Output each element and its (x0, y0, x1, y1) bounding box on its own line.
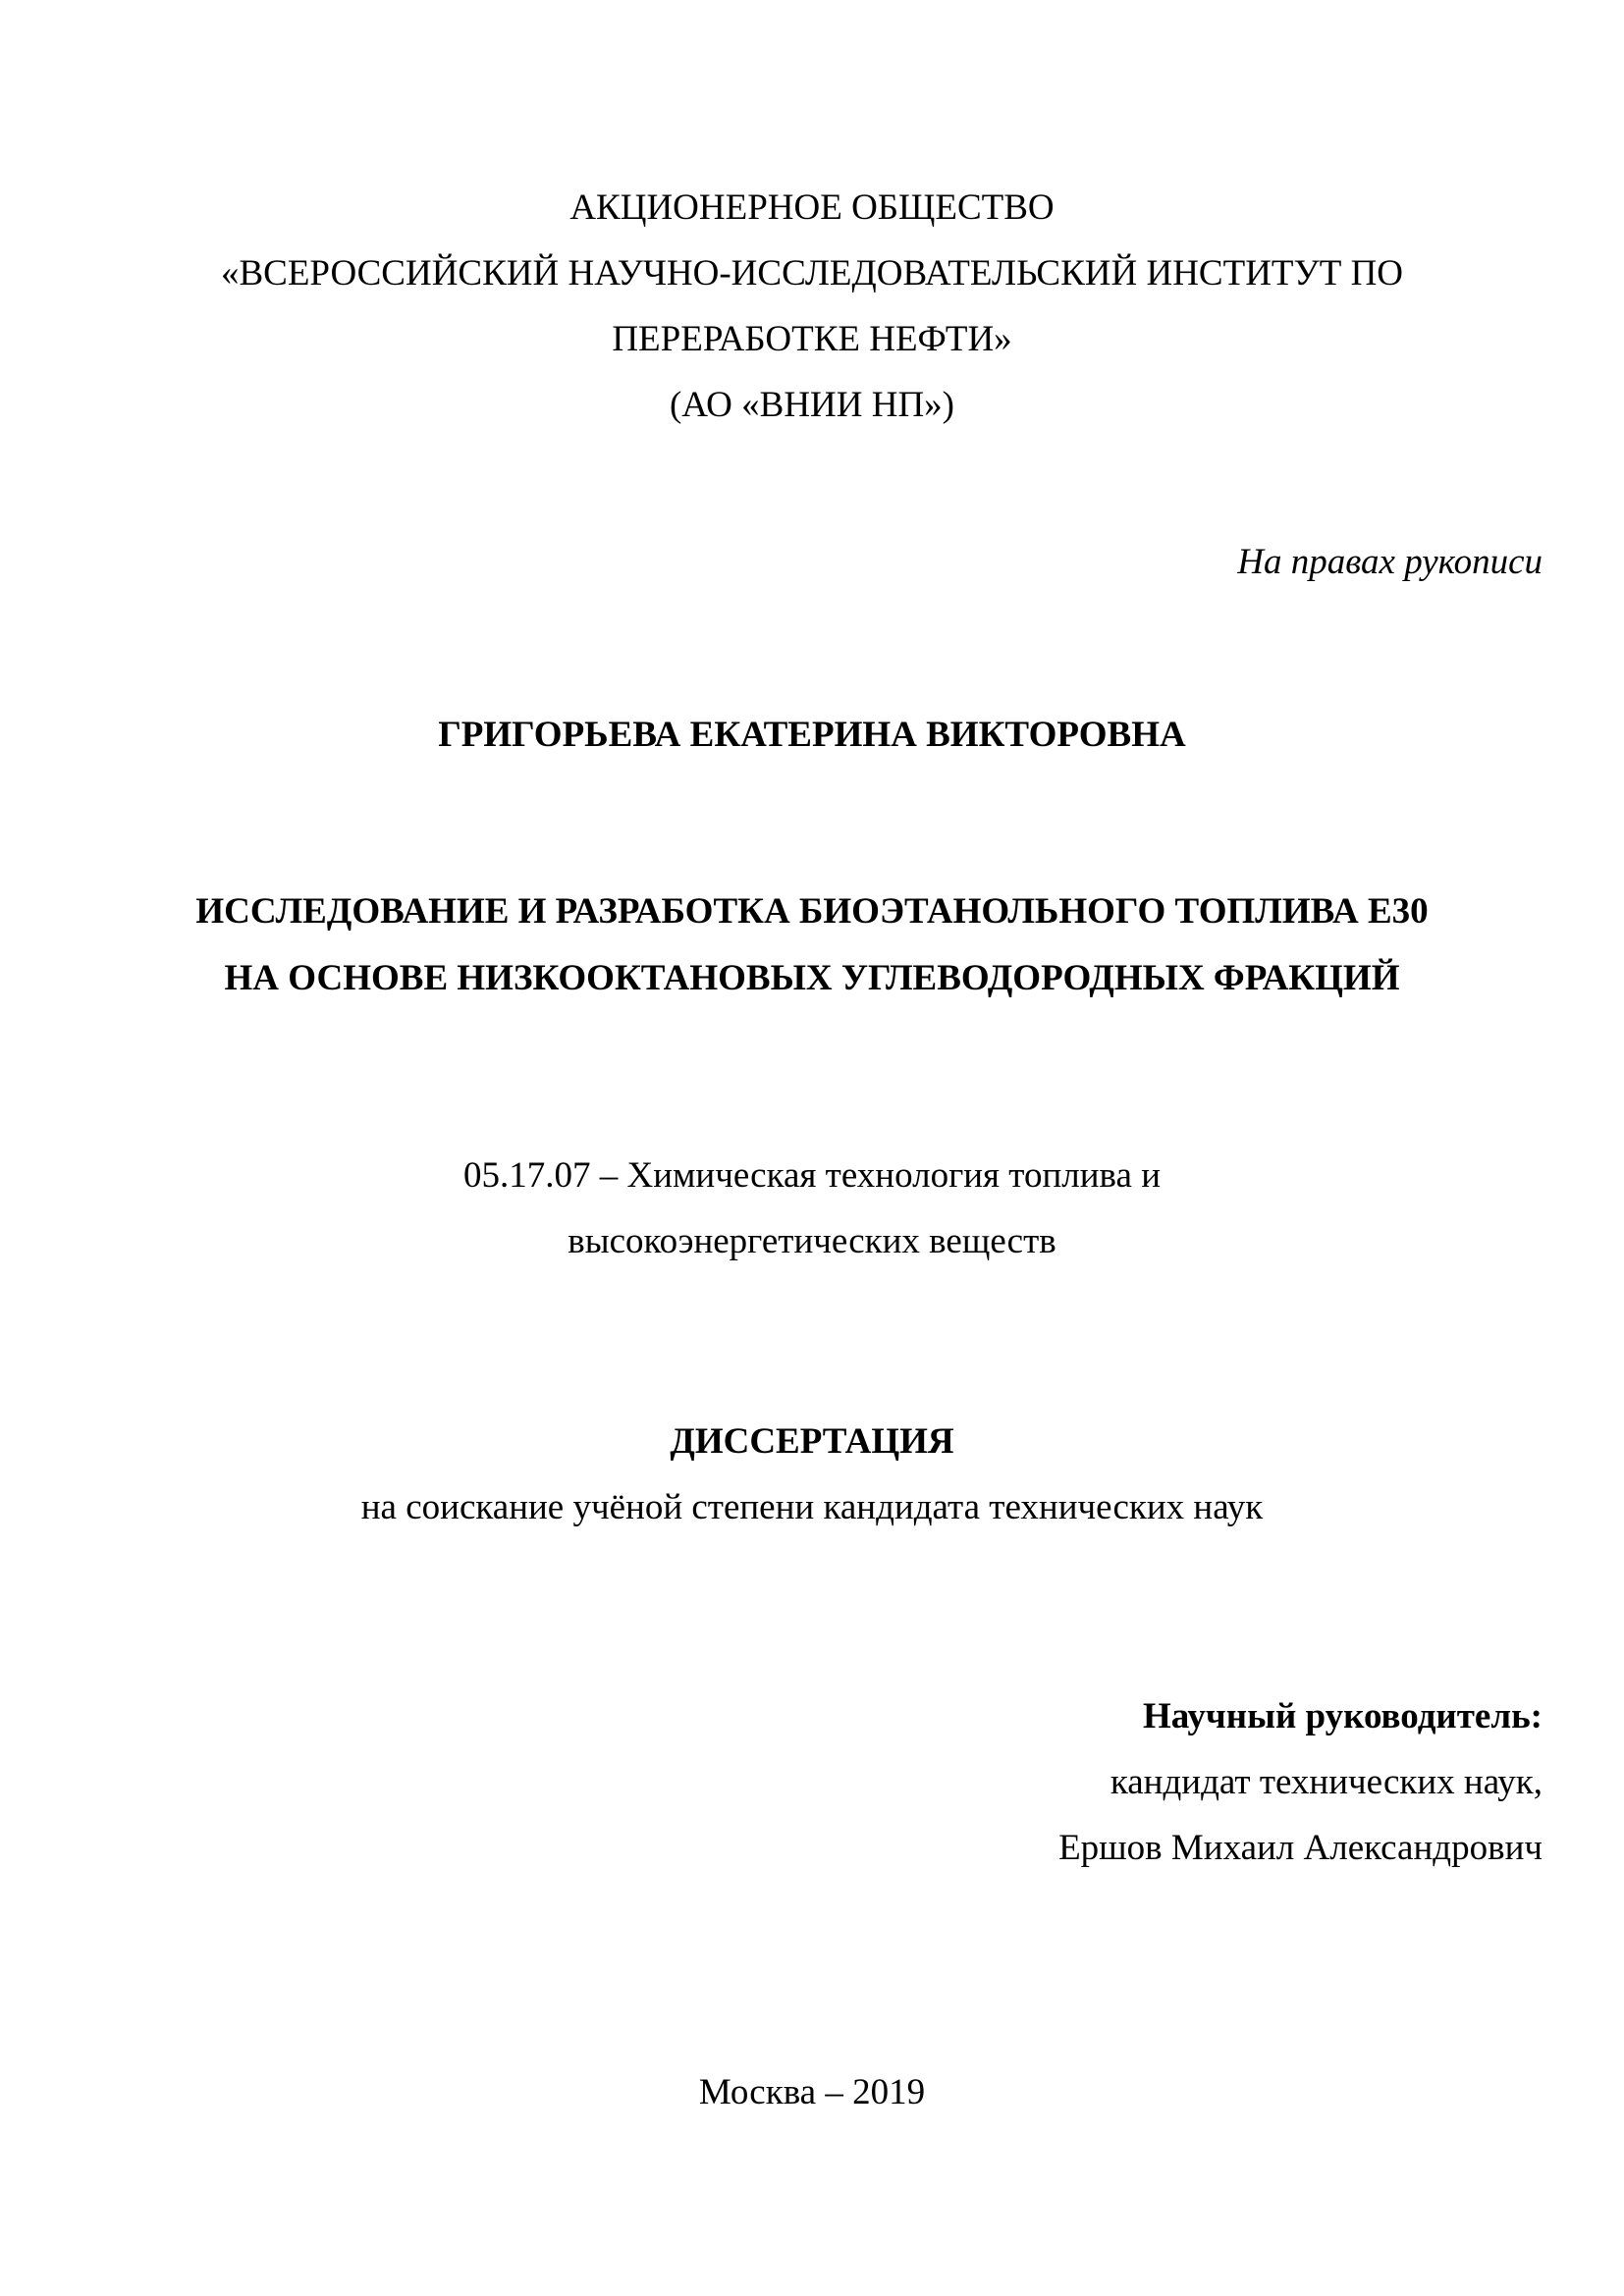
supervisor-degree: кандидат технических наук, (1110, 1762, 1543, 1802)
supervisor-name: Ершов Михаил Александрович (1058, 1828, 1543, 1868)
dissertation-title-line-2: НА ОСНОВЕ НИЗКООКТАНОВЫХ УГЛЕВОДОРОДНЫХ ФРАКЦИЙ (224, 958, 1400, 998)
degree-statement: на соискание учёной степени кандидата технических наук (360, 1487, 1264, 1527)
dissertation-title-line-1: ИССЛЕДОВАНИЕ И РАЗРАБОТКА БИОЭТАНОЛЬНОГО ТОПЛИВА Е30 (195, 891, 1429, 932)
manuscript-note: На правах рукописи (1237, 542, 1543, 582)
organization-abbreviation: (АО «ВНИИ НП») (669, 385, 955, 425)
author-name: ГРИГОРЬЕВА ЕКАТЕРИНА ВИКТОРОВНА (438, 715, 1186, 755)
specialty-line-2: высокоэнергетических веществ (568, 1221, 1056, 1261)
organization-line-1: АКЦИОНЕРНОЕ ОБЩЕСТВО (569, 187, 1055, 228)
supervisor-heading: Научный руководитель: (1143, 1696, 1543, 1736)
specialty-line-1: 05.17.07 – Химическая технология топлива и (462, 1155, 1162, 1196)
document-type: ДИССЕРТАЦИЯ (670, 1421, 954, 1462)
organization-line-3: ПЕРЕРАБОТКЕ НЕФТИ» (612, 319, 1012, 359)
place-and-year: Москва – 2019 (698, 2072, 926, 2112)
organization-line-2: «ВСЕРОССИЙСКИЙ НАУЧНО-ИССЛЕДОВАТЕЛЬСКИЙ ИНСТИТУТ ПО (220, 253, 1404, 294)
